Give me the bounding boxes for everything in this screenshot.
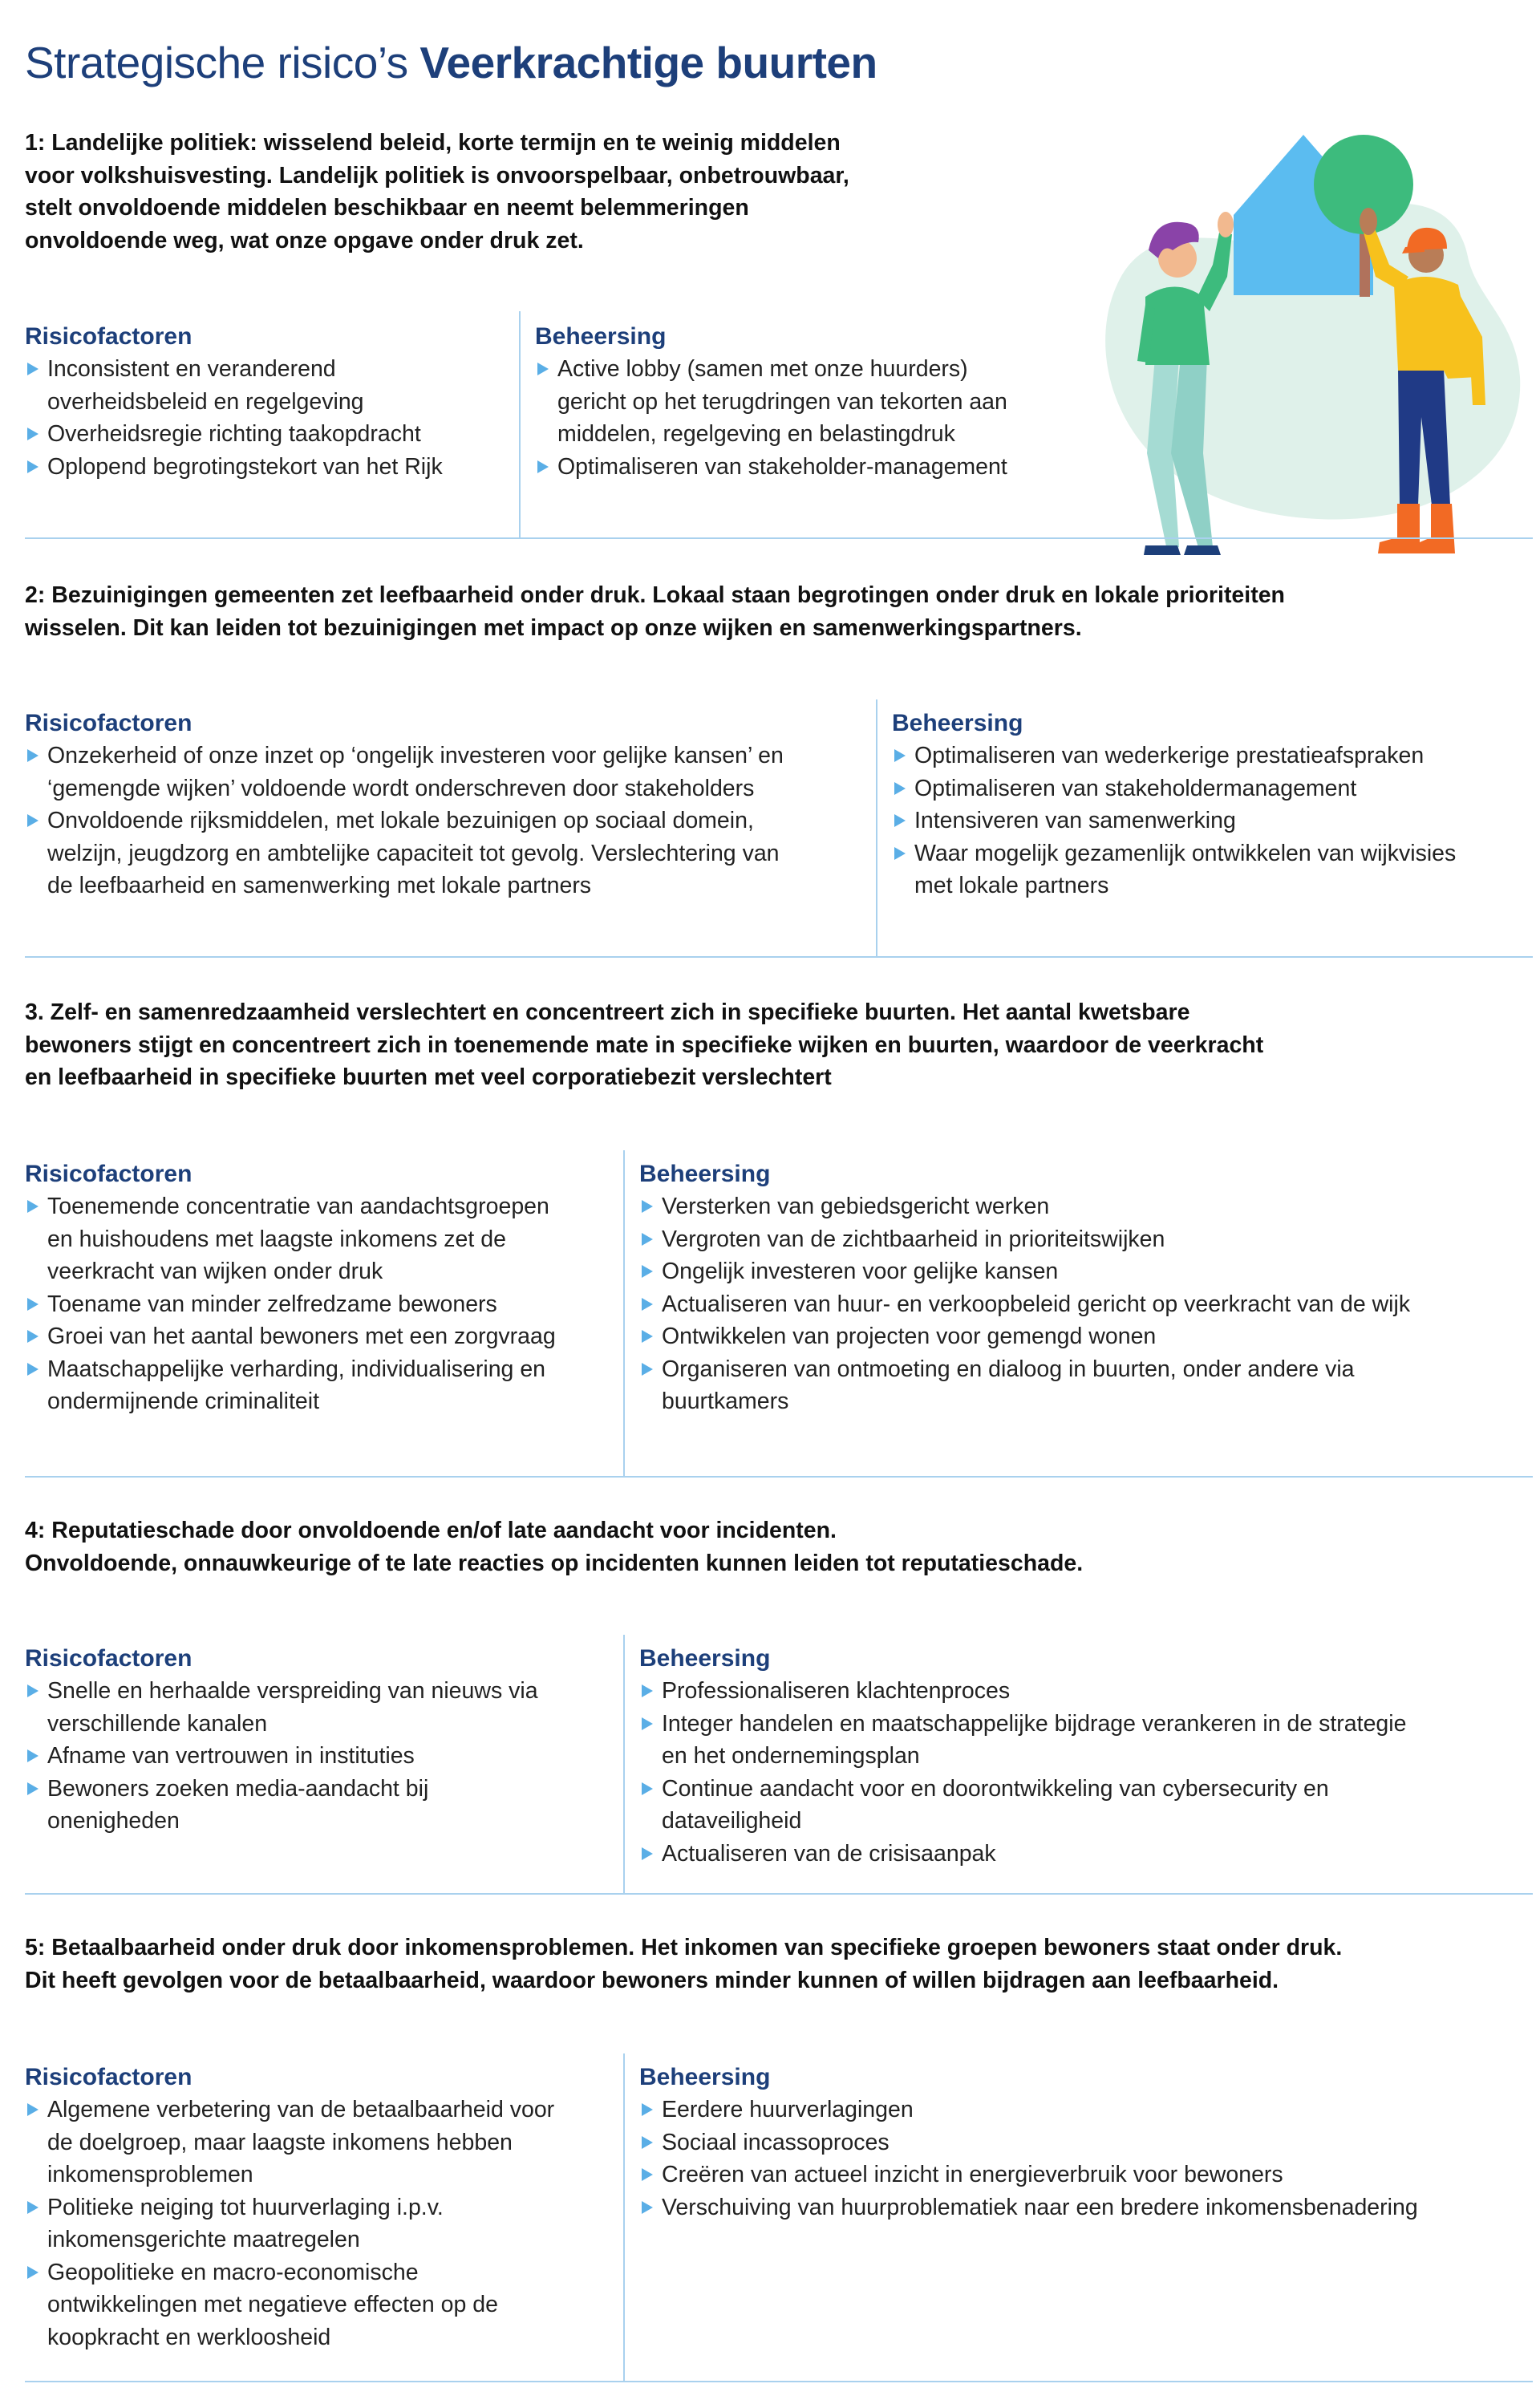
section-3-control-list [639,1190,1530,1418]
section-2-header-line: 2: Bezuinigingen gemeenten zet leefbaarheid onder druk. Lokaal staan begrotingen onder druk en lokale prioriteiten [25,582,1285,608]
section-1-control-column [535,321,1064,483]
section-4-control-column [639,1643,1530,1870]
section-3-header-line: en leefbaarheid in specifieke buurten met veel corporatiebezit verslechtert [25,1064,832,1090]
list-item: Integer handelen en maatschappelijke bijdrage verankeren in de strategie en het ondernemingsplan [639,1708,1530,1773]
list-item: Verschuiving van huurproblematiek naar een bredere inkomensbenadering [639,2191,1530,2224]
section-1-header-line: voor volkshuisvesting. Landelijk politiek is onvoorspelbaar, onbetrouwbaar, [25,162,849,189]
section-5-risk-list [25,2094,618,2353]
section-2-risk-list [25,740,867,902]
section-4-risk-list [25,1675,618,1838]
list-item: Eerdere huurverlagingen [639,2094,1530,2126]
list-item: Professionaliseren klachtenproces [639,1675,1530,1708]
section-1-header-line: 1: Landelijke politiek: wisselend beleid, korte termijn en te weinig middelen [25,130,841,156]
list-item: Actualiseren van huur- en verkoopbeleid gericht op veerkracht van de wijk [639,1288,1530,1321]
section-5-risk-title: Risicofactoren [25,2064,192,2090]
section-5-bottom-divider [25,2381,1533,2382]
section-3-control-title: Beheersing [639,1161,771,1187]
section-5-control-column [639,2061,1530,2224]
section-4-control-title: Beheersing [639,1645,771,1672]
page-title [25,37,877,88]
list-item: Ontwikkelen van projecten voor gemengd wonen [639,1320,1530,1353]
section-1-risk-title: Risicofactoren [25,323,192,350]
boot-right [1418,504,1455,553]
section-1-header-line: onvoldoende weg, wat onze opgave onder druk zet. [25,227,584,253]
section-5-header [25,1932,1342,1997]
illustration-two-people-house-tree [1067,120,1540,561]
section-3-header-line: 3. Zelf- en samenredzaamheid verslechtert en concentreert zich in specifieke buurten. Het aantal kwetsbare [25,999,1190,1025]
list-item: Creëren van actueel inzicht in energieverbruik voor bewoners [639,2159,1530,2191]
list-item: Organiseren van ontmoeting en dialoog in buurten, onder andere via buurtkamers [639,1353,1530,1418]
list-item: Waar mogelijk gezamenlijk ontwikkelen van wijkvisies met lokale partners [892,837,1526,902]
list-item: Geopolitieke en macro-economische ontwikkelingen met negatieve effecten op de koopkracht en werkloosheid [25,2256,618,2354]
section-3-risk-column [25,1158,618,1418]
section-3-header-line: bewoners stijgt en concentreert zich in toenemende mate in specifieke wijken en buurten, waardoor de veerkracht [25,1032,1264,1058]
list-item: Active lobby (samen met onze huurders) gericht op het terugdringen van tekorten aan middelen, regelgeving en belastingdruk [535,353,1064,451]
list-item: Optimaliseren van stakeholder-management [535,451,1064,484]
section-2-risk-title: Risicofactoren [25,710,192,736]
section-5-header-line: 5: Betaalbaarheid onder druk door inkomensproblemen. Het inkomen van specifieke groepen bewoners staat onder druk. [25,1935,1343,1960]
section-1-control-list [535,353,1064,483]
section-2-risk-column [25,707,867,902]
hand-right [1360,208,1377,235]
section-4-control-list [639,1675,1530,1870]
section-1-column-divider [519,311,521,537]
list-item: Algemene verbetering van de betaalbaarheid voor de doelgroep, maar laagste inkomens hebben inkomensproblemen [25,2094,618,2191]
list-item: Continue aandacht voor en doorontwikkeling van cybersecurity en dataveiligheid [639,1773,1530,1838]
list-item: Snelle en herhaalde verspreiding van nieuws via verschillende kanalen [25,1675,618,1740]
section-2-control-list [892,740,1526,902]
section-3-control-column [639,1158,1530,1418]
section-5-header-line: Dit heeft gevolgen voor de betaalbaarheid, waardoor bewoners minder kunnen of willen bijdragen aan leefbaarheid. [25,1967,1279,1993]
list-item: Onvoldoende rijksmiddelen, met lokale bezuinigen op sociaal domein, welzijn, jeugdzorg en ambtelijke capaciteit tot gevolg. Verslechtering van de leefbaarheid en samenwerking met lokale partners [25,805,867,902]
section-5-control-list [639,2094,1530,2224]
page-title-bold: Veerkrachtige buurten [419,38,877,87]
list-item: Optimaliseren van wederkerige prestatieafspraken [892,740,1526,772]
list-item: Sociaal incassoproces [639,2126,1530,2159]
section-4-header-line: 4: Reputatieschade door onvoldoende en/of late aandacht voor incidenten. [25,1518,837,1543]
list-item: Inconsistent en veranderend overheidsbeleid en regelgeving [25,353,514,418]
page-title-prefix: Strategische risico’s [25,38,420,87]
list-item: Oplopend begrotingstekort van het Rijk [25,451,514,484]
list-item: Politieke neiging tot huurverlaging i.p.v. inkomensgerichte maatregelen [25,2191,618,2256]
section-4-risk-column [25,1643,618,1838]
list-item: Groei van het aantal bewoners met een zorgvraag [25,1320,618,1353]
hand-left [1218,212,1234,237]
section-2-bottom-divider [25,956,1533,958]
section-3-risk-title: Risicofactoren [25,1161,192,1187]
section-1-control-title: Beheersing [535,323,667,350]
section-5-control-title: Beheersing [639,2064,771,2090]
section-3-column-divider [623,1150,625,1476]
section-1-bottom-divider [25,537,1533,539]
section-3-bottom-divider [25,1476,1533,1478]
section-1-risk-column [25,321,514,483]
section-1-risk-list [25,353,514,483]
section-2-control-column [892,707,1526,902]
section-4-header-line: Onvoldoende, onnauwkeurige of te late reacties op incidenten kunnen leiden tot reputatieschade. [25,1550,1084,1576]
list-item: Overheidsregie richting taakopdracht [25,418,514,451]
section-4-risk-title: Risicofactoren [25,1645,192,1672]
list-item: Intensiveren van samenwerking [892,805,1526,837]
section-1-header-line: stelt onvoldoende middelen beschikbaar en neemt belemmeringen [25,195,749,221]
section-3-header [25,996,1263,1094]
list-item: Actualiseren van de crisisaanpak [639,1838,1530,1871]
section-4-header [25,1514,1083,1579]
list-item: Vergroten van de zichtbaarheid in prioriteitswijken [639,1223,1530,1256]
list-item: Optimaliseren van stakeholdermanagement [892,772,1526,805]
list-item: Maatschappelijke verharding, individualisering en ondermijnende criminaliteit [25,1353,618,1418]
section-1-header [25,127,849,257]
section-4-column-divider [623,1635,625,1893]
list-item: Toenemende concentratie van aandachtsgroepen en huishoudens met laagste inkomens zet de veerkracht van wijken onder druk [25,1190,618,1288]
section-5-risk-column [25,2061,618,2353]
list-item: Bewoners zoeken media-aandacht bij onenigheden [25,1773,618,1838]
section-3-risk-list [25,1190,618,1418]
section-4-bottom-divider [25,1893,1533,1895]
section-2-header-line: wisselen. Dit kan leiden tot bezuinigingen met impact op onze wijken en samenwerkingspartners. [25,614,1082,641]
section-2-header [25,579,1285,644]
section-2-control-title: Beheersing [892,710,1023,736]
section-2-column-divider [876,699,877,956]
list-item: Versterken van gebiedsgericht werken [639,1190,1530,1223]
list-item: Onzekerheid of onze inzet op ‘ongelijk investeren voor gelijke kansen’ en ‘gemengde wijken’ voldoende wordt onderschreven door stakeholders [25,740,867,805]
list-item: Ongelijk investeren voor gelijke kansen [639,1255,1530,1288]
list-item: Toename van minder zelfredzame bewoners [25,1288,618,1321]
section-5-column-divider [623,2053,625,2381]
list-item: Afname van vertrouwen in instituties [25,1740,618,1773]
